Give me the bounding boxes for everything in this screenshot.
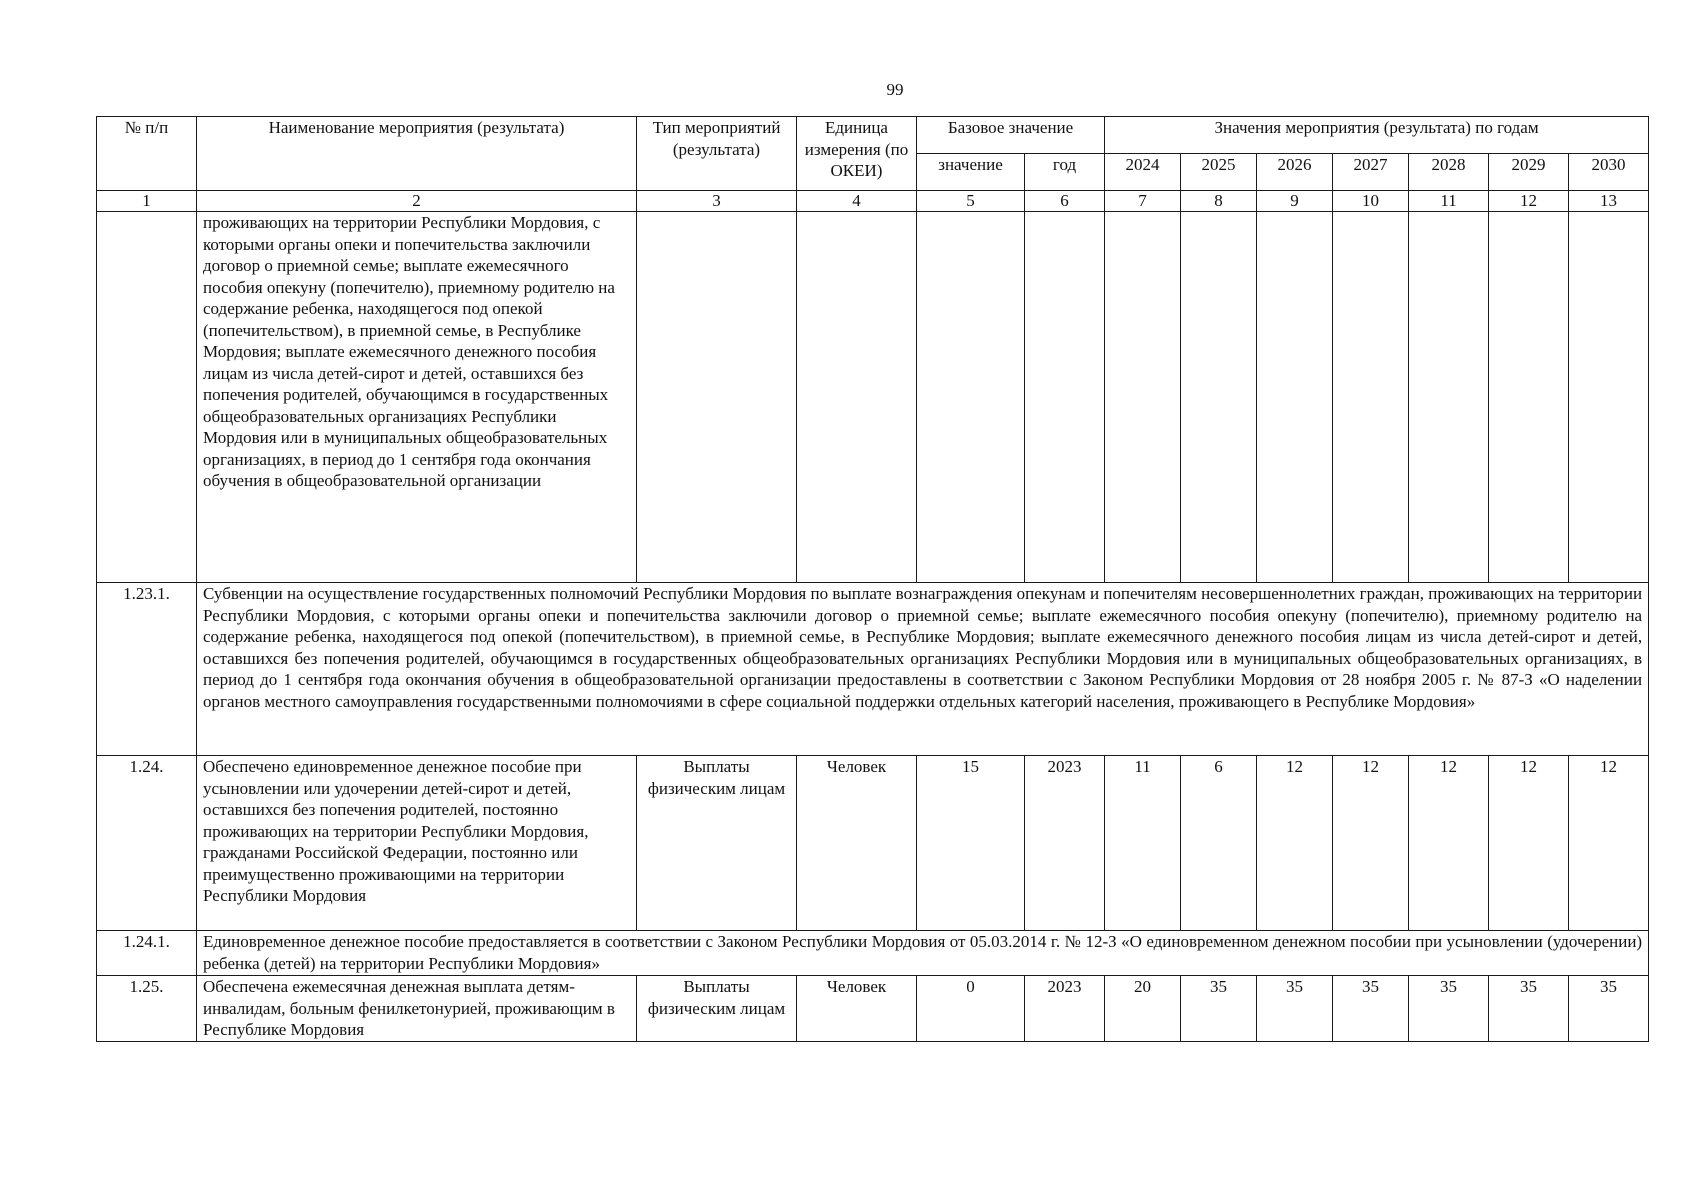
row-type-cell: Выплаты физическим лицам — [637, 976, 797, 1042]
row-year-value-cell: 12 — [1409, 756, 1489, 931]
header-row-1 — [97, 117, 1649, 154]
table-row-1-25 — [97, 976, 1649, 1042]
row-num-cell: 1.24. — [97, 756, 197, 931]
header-years: Значения мероприятия (результата) по годам — [1105, 117, 1649, 154]
table-row-1-24-1 — [97, 931, 1649, 976]
row-year-value-cell: 12 — [1489, 756, 1569, 931]
empty-cell — [797, 212, 917, 583]
column-number: 8 — [1181, 191, 1257, 212]
row-name-cell: проживающих на территории Республики Мордовия, с которыми органы опеки и попечительства заключили договор о приемной семье; выплате ежемесячного пособия опекуну (попечителю), приемному родителю на содержание ребенка, находящегося под опекой (попечительством), в приемной семье, в Республике Мордовия; выплате ежемесячного денежного пособия лицам из числа детей-сирот и детей, оставшихся без попечения родителей, обучающимся в государственных общеобразовательных организациях Республики Мордовия или в муниципальных общеобразовательных организациях, в период до 1 сентября года окончания обучения в общеобразовательной организации — [197, 212, 637, 583]
column-number: 5 — [917, 191, 1025, 212]
row-num-cell — [97, 212, 197, 583]
empty-cell — [1105, 212, 1181, 583]
row-base-year-cell: 2023 — [1025, 976, 1105, 1042]
row-name-cell: Обеспечена ежемесячная денежная выплата детям-инвалидам, больным фенилкетонурией, проживающим в Республике Мордовия — [197, 976, 637, 1042]
row-year-value-cell: 12 — [1257, 756, 1333, 931]
row-year-value-cell: 12 — [1333, 756, 1409, 931]
row-year-value-cell: 35 — [1409, 976, 1489, 1042]
table-row-1-23-1 — [97, 583, 1649, 756]
column-number: 11 — [1409, 191, 1489, 212]
column-number: 3 — [637, 191, 797, 212]
row-num-cell: 1.23.1. — [97, 583, 197, 756]
row-year-value-cell: 35 — [1569, 976, 1649, 1042]
row-name-cell: Обеспечено единовременное денежное пособие при усыновлении или удочерении детей-сирот и детей, оставшихся без попечения родителей, постоянно проживающих на территории Республики Мордовия, гражданами Российской Федерации, постоянно или преимущественно проживающими на территории Республики Мордовия — [197, 756, 637, 931]
column-number: 2 — [197, 191, 637, 212]
row-unit-cell: Человек — [797, 976, 917, 1042]
column-number: 9 — [1257, 191, 1333, 212]
row-year-value-cell: 11 — [1105, 756, 1181, 931]
row-year-value-cell: 20 — [1105, 976, 1181, 1042]
row-base-year-cell: 2023 — [1025, 756, 1105, 931]
row-num-cell: 1.25. — [97, 976, 197, 1042]
measures-table — [96, 116, 1649, 1042]
header-year: 2025 — [1181, 154, 1257, 191]
row-year-value-cell: 12 — [1569, 756, 1649, 931]
empty-cell — [1333, 212, 1409, 583]
row-note-cell: Единовременное денежное пособие предоставляется в соответствии с Законом Республики Мордовия от 05.03.2014 г. № 12-З «О единовременном денежном пособии при усыновлении (удочерении) ребенка (детей) на территории Республики Мордовия» — [197, 931, 1649, 976]
row-type-cell: Выплаты физическим лицам — [637, 756, 797, 931]
header-year: 2030 — [1569, 154, 1649, 191]
column-number: 1 — [97, 191, 197, 212]
table-row-continuation — [97, 212, 1649, 583]
row-year-value-cell: 35 — [1333, 976, 1409, 1042]
table-row-1-24 — [97, 756, 1649, 931]
row-note-cell: Субвенции на осуществление государственных полномочий Республики Мордовия по выплате вознаграждения опекунам и попечителям несовершеннолетних граждан, проживающих на территории Республики Мордовия, с которыми органы опеки и попечительства заключили договор о приемной семье; выплате ежемесячного пособия опекуну (попечителю), приемному родителю на содержание ребенка, находящегося под опекой (попечительством), в приемной семье, в Республике Мордовия; выплате ежемесячного денежного пособия лицам из числа детей-сирот и детей, оставшихся без попечения родителей, обучающимся в государственных общеобразовательных организациях Республики Мордовия или в муниципальных общеобразовательных организациях, в период до 1 сентября года окончания обучения в общеобразовательной организации предоставлены в соответствии с Законом Республики Мордовия от 28 ноября 2005 г. № 87-З «О наделении органов местного самоуправления государственными полномочиями в сфере социальной поддержки отдельных категорий населения, проживающего в Республике Мордовия» — [197, 583, 1649, 756]
header-year: 2027 — [1333, 154, 1409, 191]
row-year-value-cell: 35 — [1181, 976, 1257, 1042]
empty-cell — [1569, 212, 1649, 583]
empty-cell — [1181, 212, 1257, 583]
empty-cell — [1257, 212, 1333, 583]
empty-cell — [917, 212, 1025, 583]
header-name: Наименование мероприятия (результата) — [197, 117, 637, 191]
page-number: 99 — [886, 80, 904, 99]
header-base-year: год — [1025, 154, 1105, 191]
row-year-value-cell: 35 — [1489, 976, 1569, 1042]
column-number-row — [97, 191, 1649, 212]
header-unit: Единица измерения (по ОКЕИ) — [797, 117, 917, 191]
column-number: 4 — [797, 191, 917, 212]
header-base: Базовое значение — [917, 117, 1105, 154]
row-num-cell: 1.24.1. — [97, 931, 197, 976]
column-number: 10 — [1333, 191, 1409, 212]
header-year: 2024 — [1105, 154, 1181, 191]
row-year-value-cell: 6 — [1181, 756, 1257, 931]
empty-cell — [1025, 212, 1105, 583]
column-number: 6 — [1025, 191, 1105, 212]
empty-cell — [637, 212, 797, 583]
row-base-value-cell: 15 — [917, 756, 1025, 931]
column-number: 13 — [1569, 191, 1649, 212]
row-year-value-cell: 35 — [1257, 976, 1333, 1042]
header-base-value: значение — [917, 154, 1025, 191]
header-type: Тип мероприятий (результата) — [637, 117, 797, 191]
header-year: 2029 — [1489, 154, 1569, 191]
header-year: 2028 — [1409, 154, 1489, 191]
header-year: 2026 — [1257, 154, 1333, 191]
empty-cell — [1409, 212, 1489, 583]
row-unit-cell: Человек — [797, 756, 917, 931]
row-base-value-cell: 0 — [917, 976, 1025, 1042]
header-num: № п/п — [97, 117, 197, 191]
column-number: 12 — [1489, 191, 1569, 212]
empty-cell — [1489, 212, 1569, 583]
column-number: 7 — [1105, 191, 1181, 212]
